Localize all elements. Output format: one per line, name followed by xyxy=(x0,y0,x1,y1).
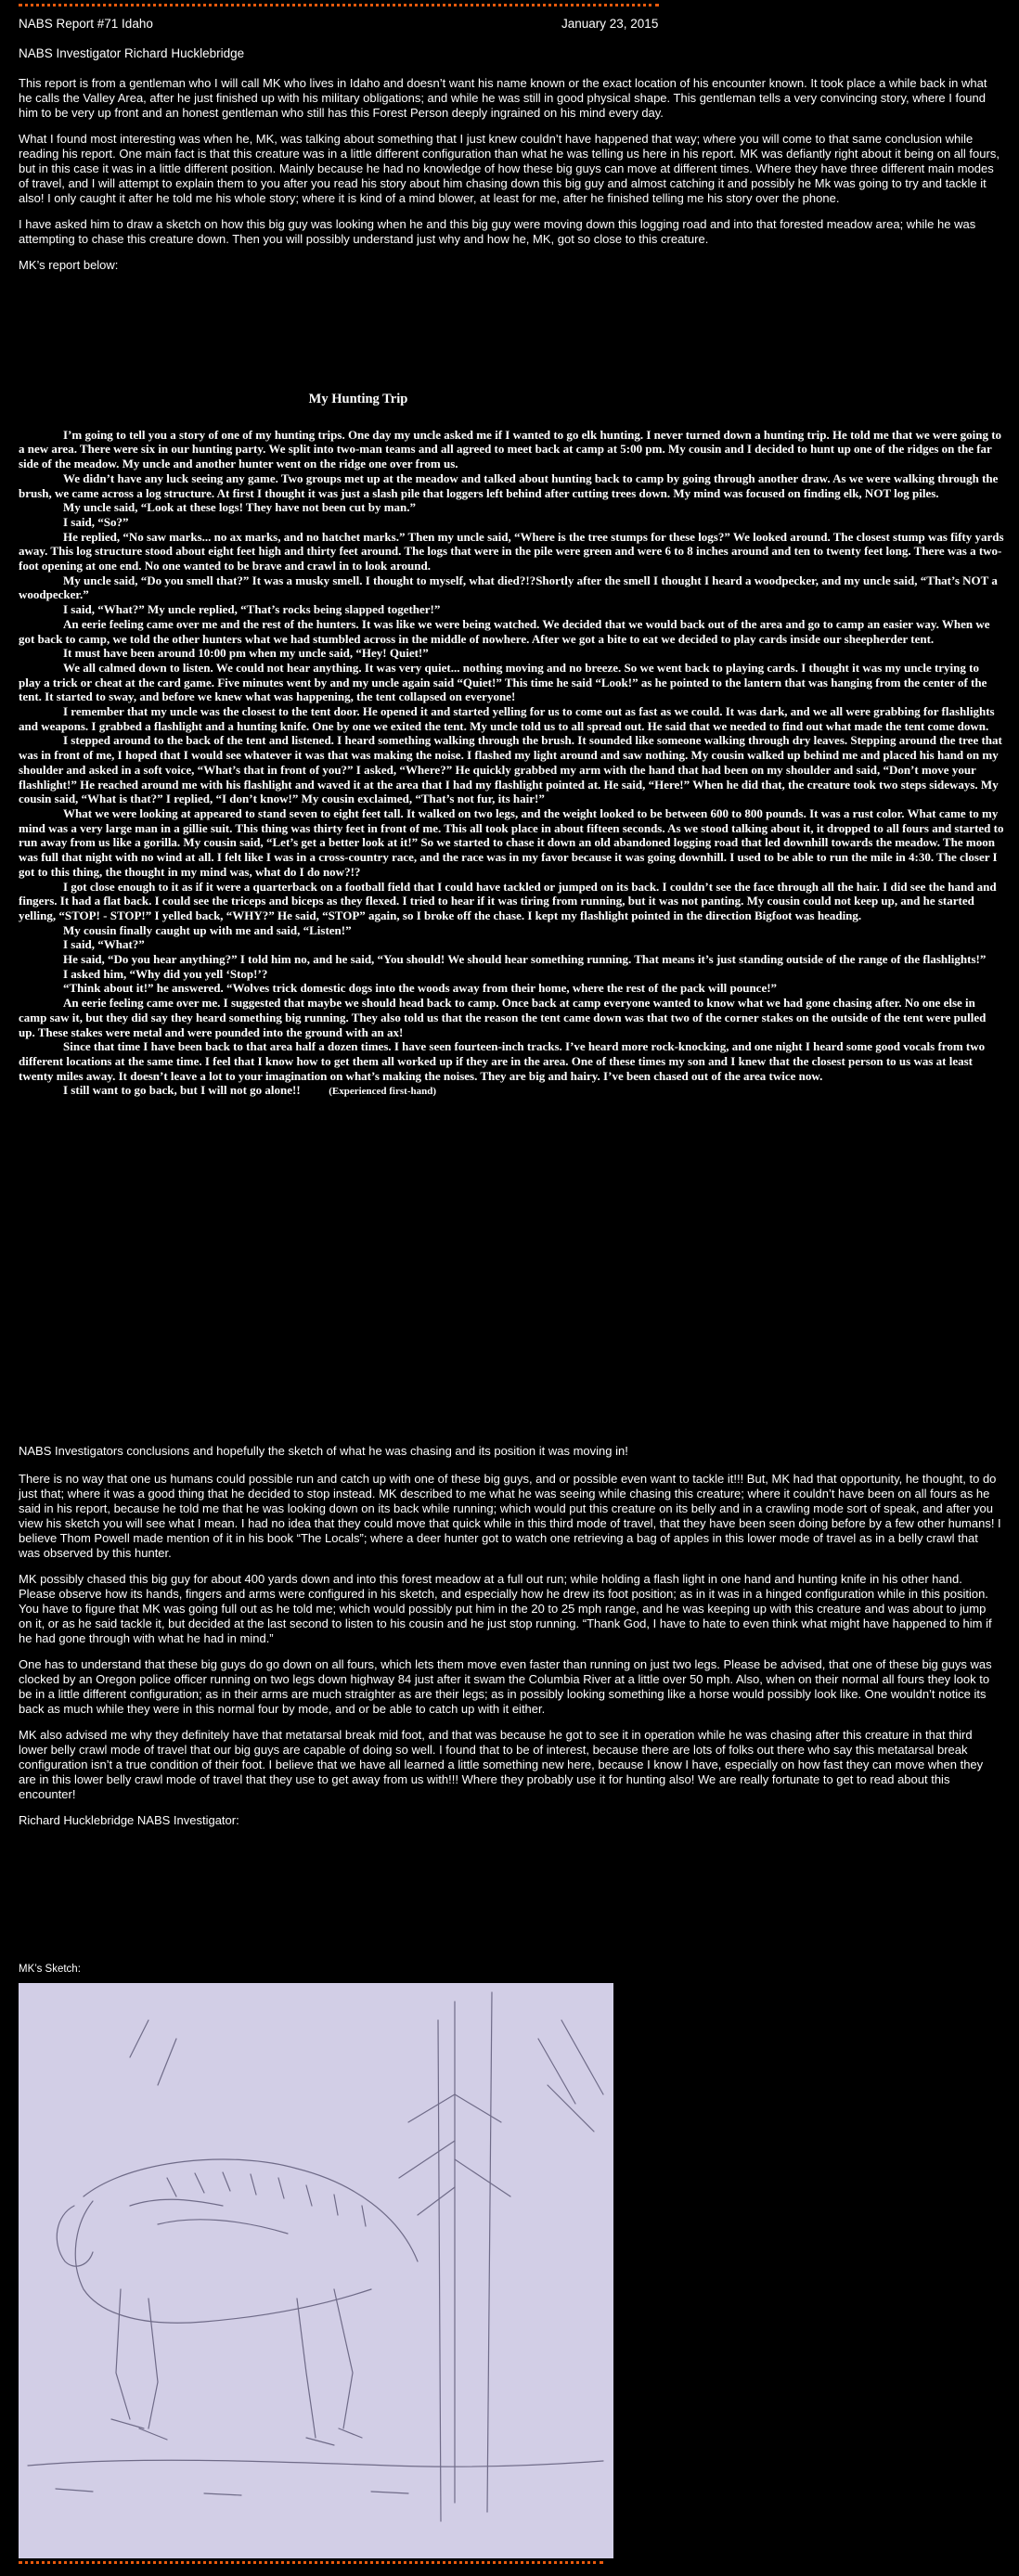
closing-note: (Experienced first-hand) xyxy=(329,1086,436,1098)
story-section xyxy=(19,392,1004,1100)
story-paragraph: I got close enough to it as if it were a quarterback on a football field that I could have tackled or jumped on its back. I couldn’t see the face through all the hair. I did see the hand and fingers. It had a flat back. I could see the triceps and biceps as they flexed. I tried to hear if it was tiring from running, but it was not panting. My cousin could not keep up, and he started yelling, “STOP! - STOP!” I yelled back, “WHY?” He said, “STOP” again, so I broke off the chase. I kept my flashlight pointed in the direction Bigfoot was heading. xyxy=(19,879,997,922)
conclusions-paragraph: MK possibly chased this big guy for about 400 yards down and into this forest meadow at a full out run; while holding a flash light in one hand and hunting knife in his other hand. Please observe how its hands, fingers and arms were configured in his sketch, and especially how he drew its foot position; as in it was in a hinged configuration while in this position. You have to figure that MK was going full out as he told me; which would possibly put him in the 20 to 25 mph range, and he was keeping up with this creature and was about to jump on it, or as he said tackle it, but decided at the last second to listen to his cousin and he just stop running. “Thank God, I have to hate to even think what might have happened to him if he had gone through with what he had in mind.” xyxy=(19,1572,992,1645)
intro-paragraph: This report is from a gentleman who I will call MK who lives in Idaho and doesn’t want his name known or the exact location of his encounter known. It took place a while back in what he calls the Valley Area, after he just finished up with his military obligations; and while he was still in good physical shape. This gentleman tells a very convincing story, where I found him to be very up front and an honest gentleman who still has this Forest Person deeply ingrained on his mind every day. xyxy=(19,76,987,120)
story-paragraph: My uncle said, “Do you smell that?” It was a musky smell. I thought to myself, what died?!?Shortly after the smell I thought I heard a woodpecker, and my uncle said, “That’s NOT a woodpecker.” xyxy=(19,573,998,602)
signature: Richard Hucklebridge NABS Investigator: xyxy=(19,1813,239,1827)
story-paragraph: I stepped around to the back of the tent and listened. I heard something walking through the brush. It sounded like someone walking through dry leaves. Stepping around the tree that was in front of me, I hoped that I would see whatever it was that was making the noise. I flashed my light around and saw nothing. My cousin walked up behind me and placed his hand on my shoulder and asked in a soft voice, “What’s that in front of you?” I asked, “Where?” He quickly grabbed my arm with the hand that had been on my shoulder and said, “Don’t move your flashlight!” He reached around me with his flashlight and waved it at the area that I had my flashlight pointed at. He said, “Here!” When he did that, the creature took two steps sideways. My cousin said, “What is that?” I replied, “I don’t know!” My cousin exclaimed, “That’s not fur, its hair!” xyxy=(19,733,1002,806)
ground-line xyxy=(28,2460,603,2467)
sketch-caption: MK’s Sketch: xyxy=(19,1964,81,1975)
conclusions-paragraph: There is no way that one us humans could possible run and catch up with one of these big guys, and or possible even want to tackle it!!! But, MK had that opportunity, he thought, to do just that; where it was a good thing that he decided to stop instead. MK described to me what he was seeing while chasing this creature; where it couldn’t have been on all fours as he said in his report, because he told me that he was looking down on its back while running; which would put this creature on its belly and in a crawling mode sort of speak, and after you view his sketch you will see what I mean. I had no idea that they could move that quick while in this third mode of travel, that they have been seen doing before by a few other humans! I believe Thom Powell made mention of it in his book “The Locals”; where a deer hunter got to watch one retrieving a bag of apples in this lower mode of travel as in a belly crawl that was observed by this hunter. xyxy=(19,1472,1001,1560)
story-paragraph: I said, “So?” xyxy=(63,514,129,529)
intro-section xyxy=(19,76,1002,282)
top-dotted-divider xyxy=(19,4,659,6)
story-paragraph: I remember that my uncle was the closest to the tent door. He opened it and started yelling for us to come out as fast as we could. It was dark, and we all were grabbing for flashlights and weapons. I grabbed a flashlight and a hunting knife. One by one we exited the tent. My uncle told us to all spread out. He said that we needed to find out what made the tent come down. xyxy=(19,704,995,733)
tree-left xyxy=(130,2020,176,2085)
story-paragraph: Since that time I have been back to that area half a dozen times. I have seen fourteen-inch tracks. I’ve heard more rock-knocking, and one night I heard some good vocals from two different locations at the same time. I feel that I know how to get them all worked up if they are in the area. One of these times my son and I knew that the closest person to us was at least twenty miles away. It doesn’t leave a lot to your imagination on what’s making the noises. They are big and hairy. I’ve been chased out of the area twice now. xyxy=(19,1039,986,1083)
tree-trunks xyxy=(438,1992,492,2521)
story-title: My Hunting Trip xyxy=(308,392,408,406)
story-paragraph: I’m going to tell you a story of one of my hunting trips. One day my uncle asked me if I wanted to go elk hunting. I never turned down a hunting trip. He told me that we were going to a new area. There were six in our hunting party. We split into two-man teams and all agreed to meet back at camp at 5:00 pm. My cousin and I decided to hunt up one of the ridges on the far side of the meadow. My uncle and another hunter went on the ridge one over from us. xyxy=(19,427,1002,471)
story-paragraph: He said, “Do you hear anything?” I told him no, and he said, “You should! We should hear something running. That means it’s just standing outside of the range of the flashlights!” xyxy=(63,952,987,967)
story-paragraph: What we were looking at appeared to stand seven to eight feet tall. It walked on two legs, and the weight looked to be between 600 to 800 pounds. It was a rust color. What came to my mind was a very large man in a gillie suit. This thing was thirty feet in front of me. This all took place in about fifteen seconds. As we stood talking about it, it dropped to all fours and started to run away from us like a gorilla. My cousin said, “Let’s get a better look at it!” So we started to chase it down an old abandoned logging road that led downhill towards the meadow. The moon was full that night with no wind at all. I felt like I was in a cross-country race, and the race was in my favor because it was going downhill. I used to be able to run the mile in 4:30. The closer I got to this thing, the thought in my mind was, what do I do now?!? xyxy=(19,805,1004,879)
conclusions-heading: NABS Investigators conclusions and hopefully the sketch of what he was chasing and its position it was moving in! xyxy=(19,1444,628,1458)
story-paragraph: An eerie feeling came over me. I suggested that maybe we should head back to camp. Once back at camp everyone wanted to know what we had gone chasing after. No one else in camp saw it, but they did say they heard something big running. They also told us that the reason the tent came down was that two of the corner stakes on the outside of the tent were pulled up. These stakes were metal and were pounded into the ground with an ax! xyxy=(19,996,987,1039)
story-paragraph: My uncle said, “Look at these logs! They have not been cut by man.” xyxy=(63,500,417,515)
sketch-image xyxy=(19,1983,613,2558)
story-paragraph: I asked him, “Why did you yell ‘Stop!’? xyxy=(63,966,268,981)
feet xyxy=(111,2419,362,2445)
rear-leg xyxy=(297,2289,353,2438)
creature-sketch xyxy=(19,1983,613,2558)
story-paragraph: “Think about it!” he answered. “Wolves trick domestic dogs into the woods away from their home, where the rest of the pack will pounce!” xyxy=(63,981,778,996)
story-paragraph: We didn’t have any luck seeing any game. Two groups met up at the meadow and talked about hunting back to camp by going through another draw. As we were walking through the brush, we came across a log structure. At first I thought it was just a slash pile that loggers left behind after cutting trees down. My mind was focused on finding elk, NOT log piles. xyxy=(19,470,999,500)
conclusions-paragraph: MK also advised me why they definitely have that metatarsal break mid foot, and that was because he got to see it in operation while he was chasing after this creature in that third lower belly crawl mode of travel that our big guys are capable of doing so well. I found that to be of interest, because there are lots of folks out there who say this metatarsal break configuration isn’t a true condition of their foot. I believe that we have all learned a little something new here, because I know I have, especially on how fast they can move when they are in this lower belly crawl mode of travel that they use to get away from us with!!! Where they probably use it for hunting also! We are really fortunate to get to read about this encounter! xyxy=(19,1728,984,1801)
front-leg xyxy=(116,2289,158,2428)
story-paragraph: An eerie feeling came over me and the rest of the hunters. It was like we were being watched. We decided that we would back out of the area and go to camp an easier way. When we got back to camp, we told the other hunters what we had stumbled across in the middle of nowhere. After we got a bite to eat we decided to play cards inside our sheepherder tent. xyxy=(19,616,990,646)
bottom-dotted-divider xyxy=(19,2561,603,2564)
report-date: January 23, 2015 xyxy=(561,17,659,31)
intro-paragraph: MK’s report below: xyxy=(19,258,119,272)
closing-line: I still want to go back, but I will not go alone!! xyxy=(63,1083,301,1098)
story-paragraph: I said, “What?” My uncle replied, “That’s rocks being slapped together!” xyxy=(63,602,441,617)
tree-right xyxy=(538,2020,603,2132)
conclusions-paragraph: One has to understand that these big guys do go down on all fours, which lets them move even faster than running on just two legs. Please be advised, that one of these big guys was clocked by an Oregon police officer running on two legs down highway 84 just after it swam the Columbia River at a little over 50 mph. Also, when on their normal all fours they look to be in a little different configuration; as in their arms are much straighter as are their legs; as in possibly looking something like a horse would possibly look like. One wouldn’t notice its back as much while they were in this normal four by mode, and or be able to catch up with it either. xyxy=(19,1657,992,1716)
story-closing xyxy=(19,1083,1004,1100)
intro-paragraph: I have asked him to draw a sketch on how this big guy was looking when he and this big guy were moving down this logging road and into that forested meadow area; while he was attempting to chase this creature down. Then you will possibly understand just why and how he, MK, got so close to this creature. xyxy=(19,217,976,246)
conclusions-section xyxy=(19,1444,1002,1835)
story-paragraph: We all calmed down to listen. We could not hear anything. It was very quiet... nothing moving and no breeze. So we went back to playing cards. I thought it was my uncle trying to play a trick or cheat at the card game. Five minutes went by and my uncle again said “Quiet!” This time he said “Look!” as he pointed to the lantern that was hanging from the center of the tent. It started to sway, and before we knew what was happening, the tent collapsed on everyone! xyxy=(19,660,987,704)
intro-paragraph: What I found most interesting was when he, MK, was talking about something that I just knew couldn’t have happened that way; where you will come to that same conclusion while reading his report. One main fact is that this creature was in a little different configuration than what he was telling us here in his report. MK was defiantly right about it being on all fours, but in this case it was in a little different position. Mainly because he had no knowledge of how these big guys can move at different times. Where they have three different main modes of travel, and I will attempt to explain them to you after you read his story about him chasing down this big guy and almost catching it and possibly he Mk was going to try and tackle it also! I only caught it after he told me his whole story; where it is kind of a mind blower, at least for me, after he finished telling me his story over the phone. xyxy=(19,132,1000,205)
story-paragraph: I said, “What?” xyxy=(63,937,145,952)
story-paragraph: He replied, “No saw marks... no ax marks, and no hatchet marks.” Then my uncle said, “Where is the tree stumps for these logs?” We looked around. The closest stump was fifty yards away. This log structure stood about eight feet high and thirty feet around. The logs that were in the pile were green and were 6 to 8 inches around and ten to twenty feet long. There was a two-foot opening at one end. No one wanted to be brave and crawl in to look around. xyxy=(19,529,1004,573)
story-paragraph: My cousin finally caught up with me and said, “Listen!” xyxy=(63,922,352,937)
investigator-line: NABS Investigator Richard Hucklebridge xyxy=(19,46,245,60)
report-title: NABS Report #71 Idaho xyxy=(19,17,153,31)
story-paragraph: It must have been around 10:00 pm when my uncle said, “Hey! Quiet!” xyxy=(63,646,429,661)
creature-head xyxy=(57,2206,93,2266)
